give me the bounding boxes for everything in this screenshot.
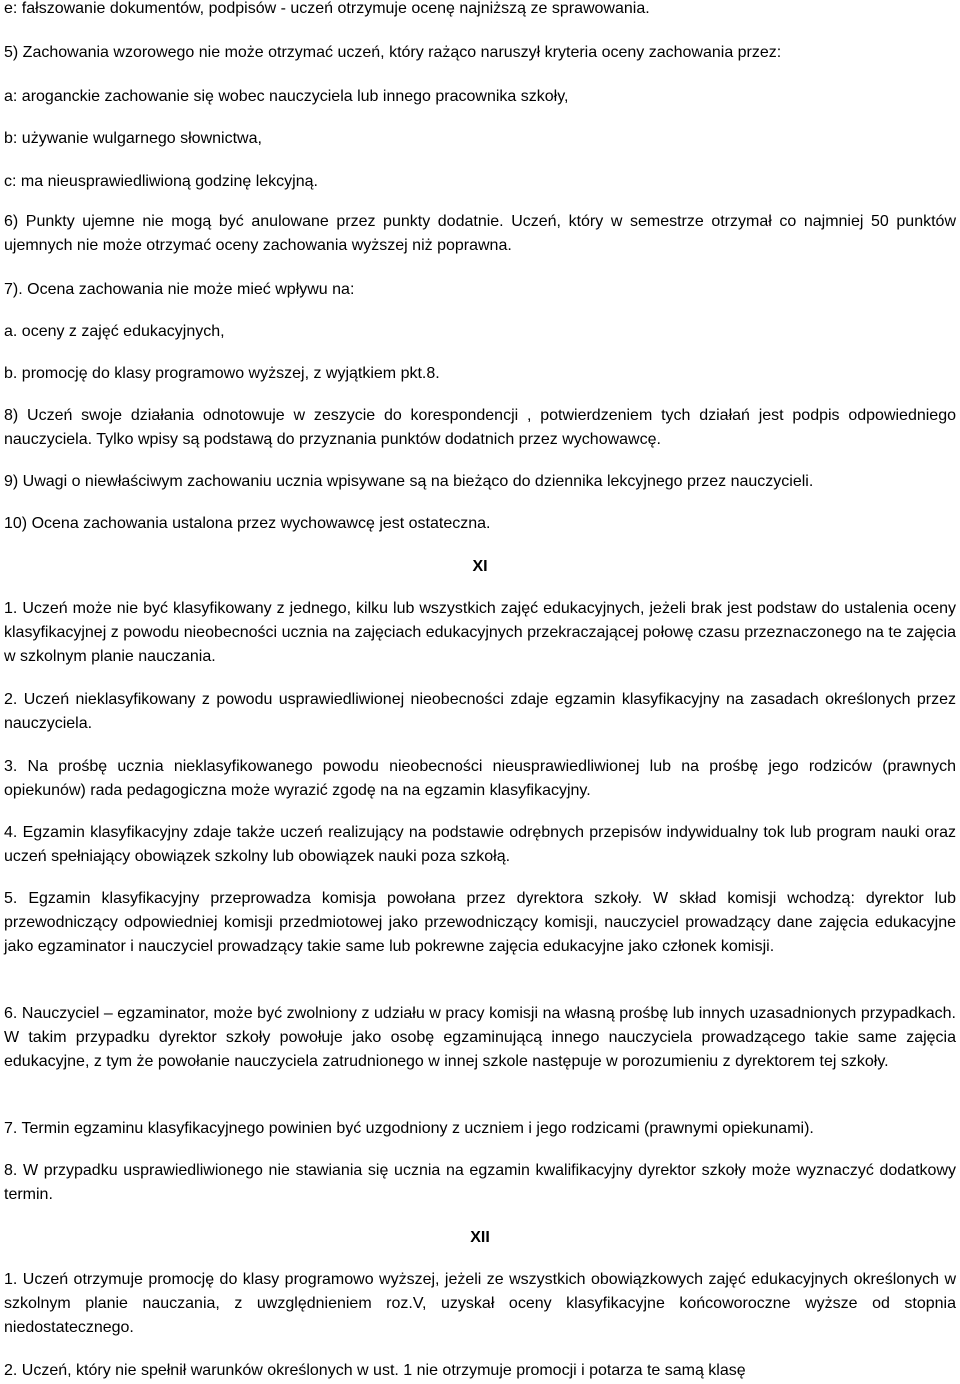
paragraph-xi-3: 3. Na prośbę ucznia nieklasyfikowanego powodu nieobecności nieusprawiedliwionej lub na prośbę jego rodziców (prawnych opiekunów) rada pedagogiczna może wyrazić zgodę na na egzamin klasyfikacyjny. [4, 758, 956, 799]
paragraph-xi-5: 5. Egzamin klasyfikacyjny przeprowadza komisja powołana przez dyrektora szkoły. W skład komisji wchodzą: dyrektor lub przewodniczący odpowiedniej komisji przedmiotowej jako przewodniczący komisji, nauczyciel prowadzący dane zajęcia edukacyjne jako egzaminator i nauczyciel prowadzący takie same lub pokrewne zajęcia edukacyjne jako członek komisji. [4, 890, 956, 955]
paragraph-5c: c: ma nieusprawiedliwioną godzinę lekcyjną. [4, 173, 318, 190]
paragraph-10: 10) Ocena zachowania ustalona przez wychowawcę jest ostateczna. [4, 515, 491, 532]
paragraph-9: 9) Uwagi o niewłaściwym zachowaniu ucznia wpisywane są na bieżąco do dziennika lekcyjnego przez nauczycieli. [4, 473, 814, 490]
paragraph-5a: a: aroganckie zachowanie się wobec nauczyciela lub innego pracownika szkoły, [4, 88, 569, 105]
paragraph-xi-2: 2. Uczeń nieklasyfikowany z powodu usprawiedliwionej nieobecności zdaje egzamin klasyfikacyjny na zasadach określonych przez nauczyciela. [4, 691, 956, 732]
paragraph-xii-1: 1. Uczeń otrzymuje promocję do klasy programowo wyższej, jeżeli ze wszystkich obowiązkowych zajęć edukacyjnych określonych w szkolnym planie nauczania, z uwzględnieniem roz.V, uzyskał oceny klasyfikacyjne końcoworoczne wyższe od stopnia niedostatecznego. [4, 1271, 956, 1336]
paragraph-xi-6: 6. Nauczyciel – egzaminator, może być zwolniony z udziału w pracy komisji na własną prośbę lub innych uzasadnionych przypadkach. W takim przypadku dyrektor szkoły powołuje jako osobę egzaminującą innego nauczyciela prowadzącego takie same zajęcia edukacyjne, z tym że powołanie nauczyciela zatrudnionego w innej szkole następuje w porozumieniu z dyrektorem tej szkoły. [4, 1005, 956, 1070]
section-heading-xi: XI [472, 558, 488, 575]
paragraph-xi-4: 4. Egzamin klasyfikacyjny zdaje także uczeń realizujący na podstawie odrębnych przepisów indywidualny tok lub program nauki oraz uczeń spełniający obowiązek szkolny lub obowiązek nauki poza szkołą. [4, 824, 956, 865]
paragraph-xi-8: 8. W przypadku usprawiedliwionego nie stawiania się ucznia na egzamin kwalifikacyjny dyrektor szkoły może wyznaczyć dodatkowy termin. [4, 1162, 956, 1203]
paragraph-5b: b: używanie wulgarnego słownictwa, [4, 130, 262, 147]
paragraph-xi-7: 7. Termin egzaminu klasyfikacyjnego powinien być uzgodniony z uczniem i jego rodzicami (prawnymi opiekunami). [4, 1120, 814, 1137]
paragraph-7: 7). Ocena zachowania nie może mieć wpływu na: [4, 281, 355, 298]
paragraph-4e: e: fałszowanie dokumentów, podpisów - uczeń otrzymuje ocenę najniższą ze sprawowania. [4, 0, 650, 17]
paragraph-5: 5) Zachowania wzorowego nie może otrzymać uczeń, który rażąco naruszył kryteria oceny zachowania przez: [4, 44, 782, 61]
paragraph-xi-1: 1. Uczeń może nie być klasyfikowany z jednego, kilku lub wszystkich zajęć edukacyjnych, jeżeli brak jest podstaw do ustalenia oceny klasyfikacyjnej z powodu nieobecności ucznia na zajęciach edukacyjnych przekraczającej połowę czasu przeznaczonego na te zajęcia w szkolnym planie nauczania. [4, 600, 956, 665]
paragraph-6: 6) Punkty ujemne nie mogą być anulowane przez punkty dodatnie. Uczeń, który w semestrze otrzymał co najmniej 50 punktów ujemnych nie może otrzymać oceny zachowania wyższej niż poprawna. [4, 213, 956, 254]
paragraph-8: 8) Uczeń swoje działania odnotowuje w zeszycie do korespondencji , potwierdzeniem tych działań jest podpis odpowiedniego nauczyciela. Tylko wpisy są podstawą do przyznania punktów dodatnich przez wychowawcę. [4, 407, 956, 448]
paragraph-7b: b. promocję do klasy programowo wyższej, z wyjątkiem pkt.8. [4, 365, 440, 382]
paragraph-xii-2: 2. Uczeń, który nie spełnił warunków określonych w ust. 1 nie otrzymuje promocji i potarza te samą klasę [4, 1362, 746, 1379]
section-heading-xii: XII [470, 1229, 490, 1246]
paragraph-7a: a. oceny z zajęć edukacyjnych, [4, 323, 225, 340]
